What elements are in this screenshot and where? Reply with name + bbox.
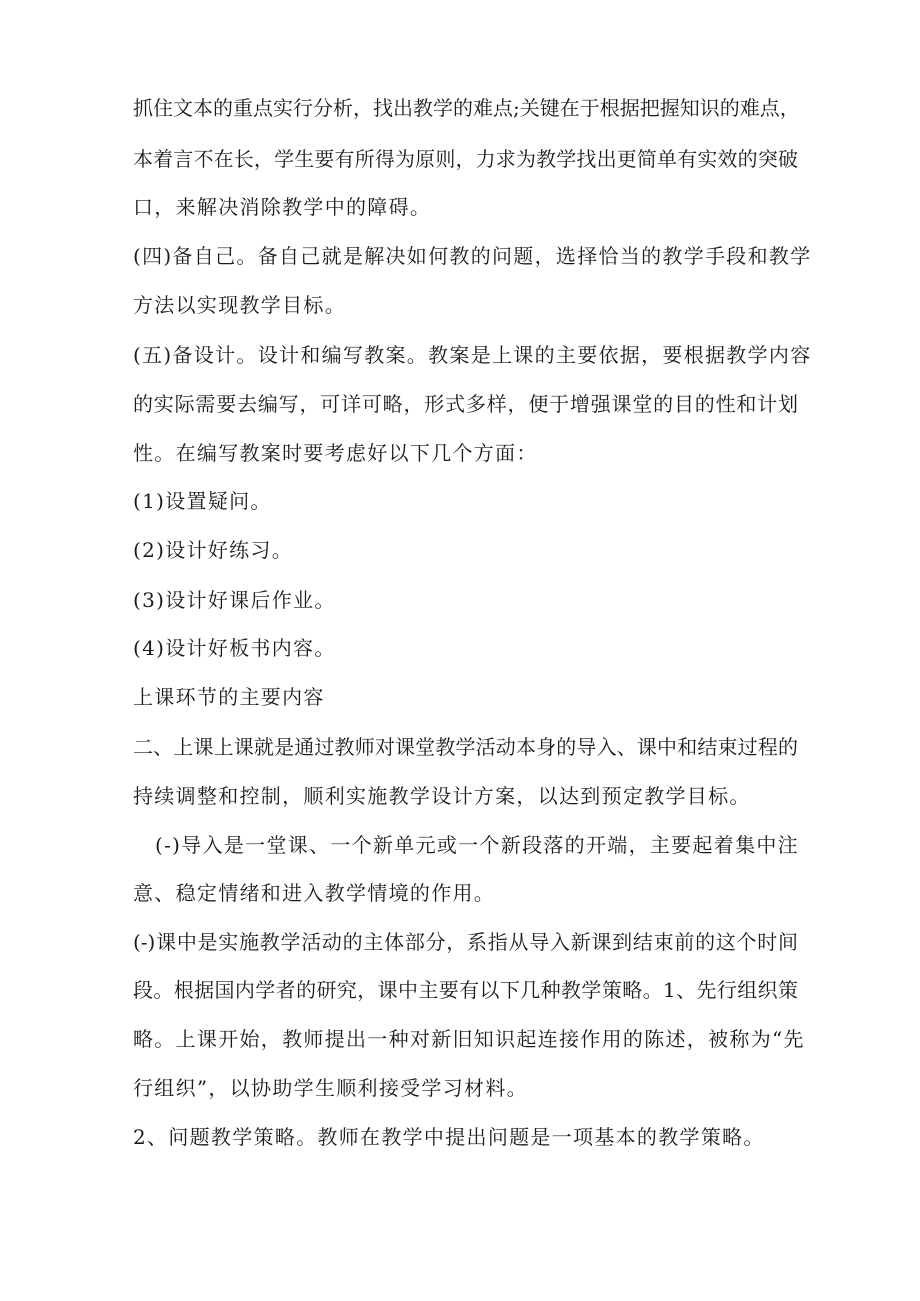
text-line: (-)导入是一堂课、一个新单元或一个新段落的开端，主要起着集中注: [155, 833, 799, 857]
text-line: 的实际需要去编写，可详可略，形式多样，便于增强课堂的目的性和计划: [133, 392, 798, 416]
text-line: 性。在编写教案时要考虑好以下几个方面：: [133, 441, 538, 465]
list-item: (1)设置疑问。: [133, 489, 272, 513]
text-line: 段。根据国内学者的研究，课中主要有以下几种教学策略。1、先行组织策: [133, 978, 798, 1002]
text-line: (-)课中是实施教学活动的主体部分，系指从导入新课到结束前的这个时间: [133, 930, 798, 954]
text-line: 抓住文本的重点实行分析，找出教学的难点;关键在于根据把握知识的难点，: [133, 96, 800, 120]
text-line: 持续调整和控制，顺利实施教学设计方案，以达到预定教学目标。: [133, 784, 751, 808]
text-line: 行组织”，以协助学生顺利接受学习材料。: [133, 1076, 528, 1100]
text-line: 意、稳定情绪和进入教学情境的作用。: [133, 881, 496, 905]
text-line: (五)备设计。设计和编写教案。教案是上课的主要依据，要根据教学内容: [133, 343, 812, 367]
text-line: (四)备自己。备自己就是解决如何教的问题，选择恰当的教学手段和教学: [133, 244, 812, 268]
text-line: 2、问题教学策略。教师在教学中提出问题是一项基本的教学策略。: [133, 1125, 765, 1149]
text-line: 方法以实现教学目标。: [133, 293, 346, 317]
text-line: 本着言不在长，学生要有所得为原则，力求为教学找出更简单有实效的突破: [133, 147, 798, 171]
text-line: 口，来解决消除教学中的障碍。: [133, 195, 432, 219]
list-item: (4)设计好板书内容。: [133, 636, 336, 660]
section-heading: 上课环节的主要内容: [133, 685, 325, 709]
list-item: (3)设计好课后作业。: [133, 588, 336, 612]
text-line: 略。上课开始，教师提出一种对新旧知识起连接作用的陈述，被称为“先: [133, 1027, 805, 1051]
text-line: 二、上课上课就是通过教师对课堂教学活动本身的导入、课中和结束过程的: [133, 735, 798, 759]
list-item: (2)设计好练习。: [133, 538, 294, 562]
